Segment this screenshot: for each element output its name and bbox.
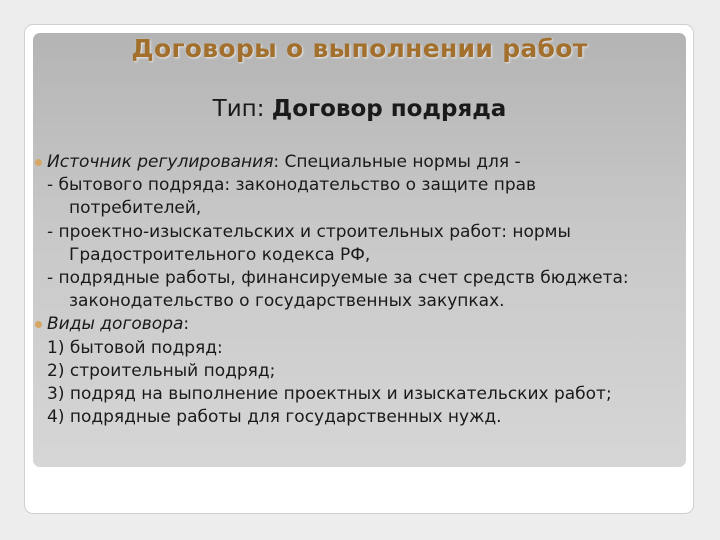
- subtitle-bold: Договор подряда: [271, 96, 507, 122]
- bullet-item-regulation: [47, 151, 677, 174]
- slide-title: Договоры о выполнении работ: [131, 34, 588, 63]
- list-item: 3) подряд на выполнение проектных и изыскательских работ;: [47, 384, 612, 405]
- bullet-item-label: Источник регулирования: [47, 152, 274, 172]
- list-item: 4) подрядные работы для государственных нужд.: [47, 407, 502, 428]
- bullet-dot-icon: [35, 159, 42, 166]
- text-line: - бытового подряда: законодательство о защите прав: [47, 175, 537, 196]
- list-item: 2) строительный подряд;: [47, 360, 276, 381]
- bullet-item-label: Виды договора: [47, 314, 184, 335]
- list-item: 1) бытовой подряд:: [47, 337, 223, 358]
- text-line: Градостроительного кодекса РФ,: [69, 244, 371, 265]
- bullet-item-types: [47, 313, 677, 336]
- text-line: потребителей,: [69, 198, 202, 219]
- slide-body: [47, 151, 677, 429]
- bullet-item-text: : Специальные нормы для -: [273, 152, 521, 172]
- bullet-item-text: :: [183, 314, 190, 335]
- text-line: законодательство о государственных закупках.: [69, 291, 505, 312]
- text-line: - подрядные работы, финансируемые за счет средств бюджета:: [47, 268, 629, 289]
- subtitle-prefix: Тип:: [212, 96, 272, 122]
- text-line: - проектно-изыскательских и строительных работ: нормы: [47, 221, 571, 242]
- slide-subtitle: [33, 96, 686, 122]
